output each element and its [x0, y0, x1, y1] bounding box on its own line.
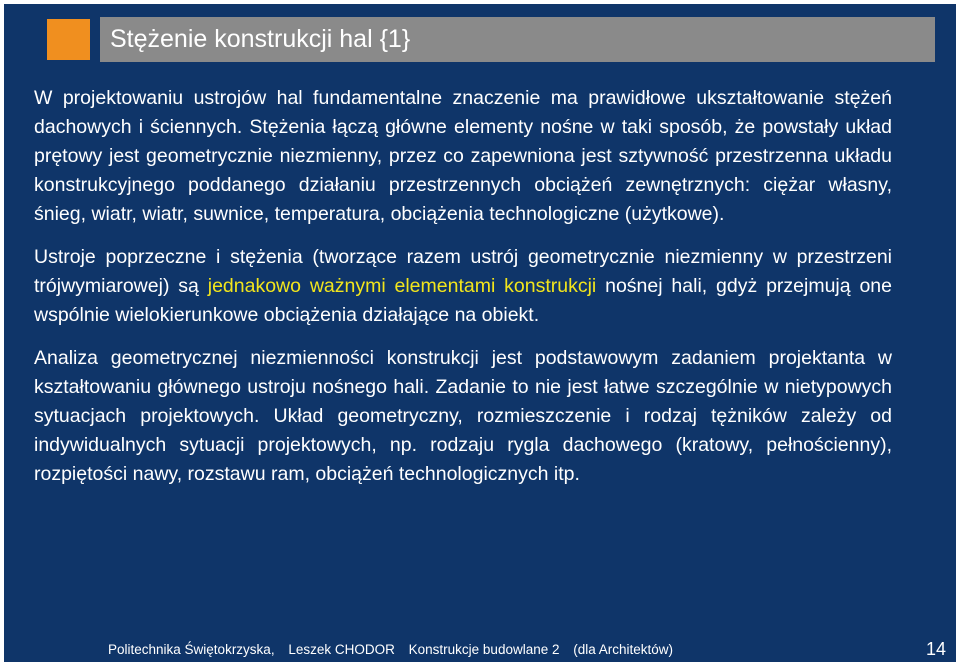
- slide-content: [34, 84, 892, 503]
- footer-course: Konstrukcje budowlane 2: [408, 642, 560, 657]
- paragraph-2-start: Ustroje poprzeczne i stężenia (tworzące razem ustrój geometrycznie niezmienny w przestrzeni trójwymiarowej) są: [34, 246, 892, 297]
- paragraph-2: [34, 243, 892, 330]
- footer-author: Leszek CHODOR: [288, 642, 395, 657]
- paragraph-3: Analiza geometrycznej niezmienności konstrukcji jest podstawowym zadaniem projektanta w kształtowaniu głównego ustroju nośnego hali. Zadanie to nie jest łatwe szczególnie w nietypowych sytuacjach projektowych. Układ geometryczny, rozmieszczenie i rodzaj tężników zależy od indywidualnych sytuacji projektowych, np. rodzaju rygla dachowego (kratowy, pełnościenny), rozpiętości nawy, rozstawu ram, obciążeń technologicznych itp.: [34, 347, 892, 485]
- footer: [108, 641, 683, 659]
- title-accent-square: [47, 19, 90, 60]
- page-number: 14: [926, 639, 947, 659]
- slide: [4, 4, 956, 662]
- footer-university: Politechnika Świętokrzyska,: [108, 642, 275, 657]
- footer-audience: (dla Architektów): [573, 642, 674, 657]
- paragraph-2-end: nośnej hali, gdyż przejmują one wspólnie wielokierunkowe obciążenia działające na obiekt.: [34, 275, 892, 326]
- paragraph-2-highlight: jednakowo ważnymi elementami konstrukcji: [207, 275, 597, 297]
- title-bar: [100, 17, 935, 62]
- paragraph-1: W projektowaniu ustrojów hal fundamentalne znaczenie ma prawidłowe ukształtowanie stężeń dachowych i ściennych. Stężenia łączą główne elementy nośne w taki sposób, że powstały układ prętowy jest geometrycznie niezmienny, przez co zapewniona jest sztywność przestrzenna układu konstrukcyjnego poddanego działaniu przestrzennych obciążeń zewnętrznych: ciężar własny, śnieg, wiatr, wiatr, suwnice, temperatura, obciążenia technologiczne (użytkowe).: [34, 87, 892, 225]
- slide-title: Stężenie konstrukcji hal {1}: [110, 25, 411, 53]
